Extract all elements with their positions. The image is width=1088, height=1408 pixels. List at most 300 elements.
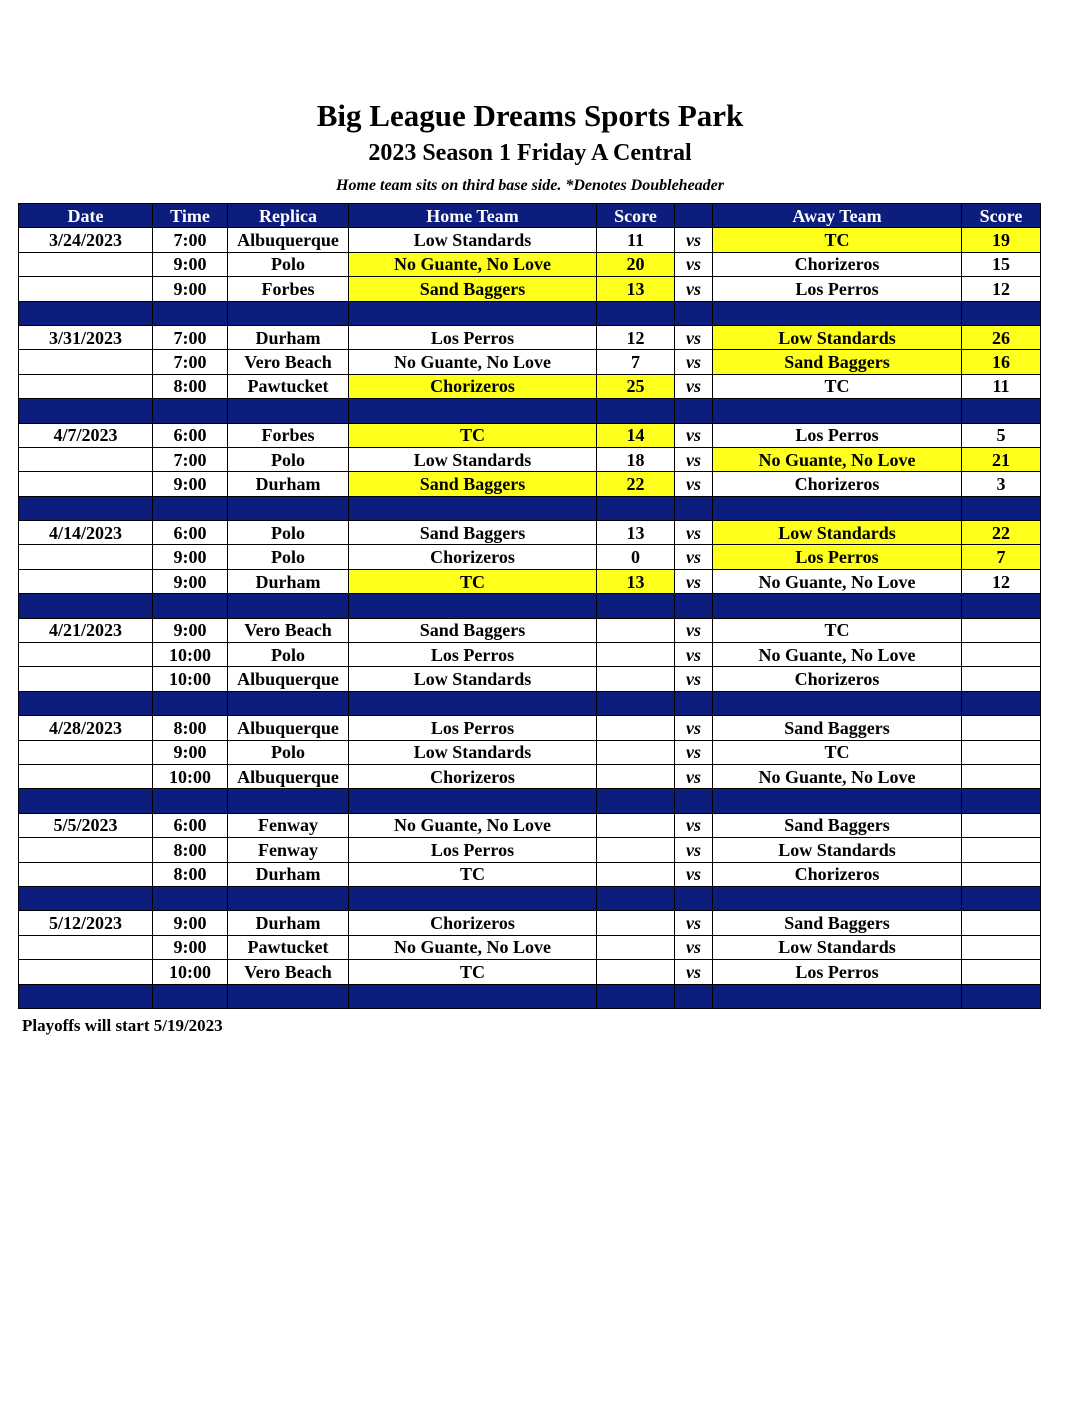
away-score: [962, 911, 1041, 935]
home-score: [597, 960, 675, 984]
game-row: [19, 813, 1041, 837]
separator-cell: [713, 789, 962, 813]
game-replica: Polo: [228, 521, 349, 545]
separator-cell: [19, 789, 153, 813]
game-row: [19, 374, 1041, 398]
home-score: 25: [597, 374, 675, 398]
playoffs-note: Playoffs will start 5/19/2023: [22, 1016, 223, 1035]
separator-cell: [962, 691, 1041, 715]
col-time: Time: [153, 204, 228, 228]
game-date: [19, 447, 153, 471]
separator-cell: [153, 399, 228, 423]
game-row: [19, 325, 1041, 349]
separator-cell: [349, 399, 597, 423]
away-team: TC: [713, 374, 962, 398]
home-team: TC: [349, 423, 597, 447]
away-team: Sand Baggers: [713, 350, 962, 374]
separator-cell: [597, 984, 675, 1008]
home-team: Chorizeros: [349, 374, 597, 398]
versus-label: vs: [675, 838, 713, 862]
separator-cell: [713, 691, 962, 715]
away-team: Los Perros: [713, 423, 962, 447]
home-team: Low Standards: [349, 447, 597, 471]
home-score: 0: [597, 545, 675, 569]
game-date: [19, 374, 153, 398]
game-time: 9:00: [153, 569, 228, 593]
game-replica: Durham: [228, 569, 349, 593]
away-score: [962, 716, 1041, 740]
home-score: 7: [597, 350, 675, 374]
game-date: [19, 643, 153, 667]
separator-cell: [349, 691, 597, 715]
home-team: Sand Baggers: [349, 277, 597, 301]
game-date: [19, 252, 153, 276]
game-row: [19, 716, 1041, 740]
home-team: Low Standards: [349, 228, 597, 252]
versus-label: vs: [675, 447, 713, 471]
game-replica: Polo: [228, 252, 349, 276]
game-time: 7:00: [153, 350, 228, 374]
game-date: 4/7/2023: [19, 423, 153, 447]
game-replica: Polo: [228, 545, 349, 569]
game-date: [19, 935, 153, 959]
game-time: 9:00: [153, 618, 228, 642]
away-score: 3: [962, 472, 1041, 496]
versus-label: vs: [675, 960, 713, 984]
game-time: 8:00: [153, 374, 228, 398]
game-time: 9:00: [153, 545, 228, 569]
game-row: [19, 447, 1041, 471]
away-team: Low Standards: [713, 521, 962, 545]
away-score: [962, 667, 1041, 691]
home-score: [597, 935, 675, 959]
home-team: No Guante, No Love: [349, 252, 597, 276]
home-score: 13: [597, 277, 675, 301]
col-vs: [675, 204, 713, 228]
game-date: [19, 667, 153, 691]
separator-cell: [597, 594, 675, 618]
separator-cell: [962, 399, 1041, 423]
home-score: [597, 667, 675, 691]
schedule-body: [19, 228, 1041, 1009]
col-date: Date: [19, 204, 153, 228]
game-time: 10:00: [153, 667, 228, 691]
away-team: No Guante, No Love: [713, 447, 962, 471]
home-score: [597, 740, 675, 764]
home-score: [597, 862, 675, 886]
game-replica: Durham: [228, 325, 349, 349]
away-score: [962, 862, 1041, 886]
away-team: TC: [713, 618, 962, 642]
separator-cell: [713, 886, 962, 910]
home-score: 11: [597, 228, 675, 252]
game-row: [19, 277, 1041, 301]
home-team: TC: [349, 960, 597, 984]
versus-label: vs: [675, 764, 713, 788]
versus-label: vs: [675, 643, 713, 667]
away-team: Los Perros: [713, 545, 962, 569]
separator-cell: [349, 301, 597, 325]
home-team: Low Standards: [349, 740, 597, 764]
away-team: No Guante, No Love: [713, 764, 962, 788]
separator-cell: [675, 886, 713, 910]
week-separator: [19, 301, 1041, 325]
game-row: [19, 569, 1041, 593]
away-team: Chorizeros: [713, 252, 962, 276]
home-score: 12: [597, 325, 675, 349]
away-team: Low Standards: [713, 838, 962, 862]
game-replica: Albuquerque: [228, 667, 349, 691]
separator-cell: [228, 399, 349, 423]
game-date: 4/21/2023: [19, 618, 153, 642]
game-date: 4/28/2023: [19, 716, 153, 740]
separator-cell: [962, 496, 1041, 520]
week-separator: [19, 496, 1041, 520]
away-team: Low Standards: [713, 325, 962, 349]
versus-label: vs: [675, 228, 713, 252]
away-score: 22: [962, 521, 1041, 545]
game-date: [19, 862, 153, 886]
game-replica: Polo: [228, 740, 349, 764]
separator-cell: [19, 691, 153, 715]
game-date: [19, 350, 153, 374]
separator-cell: [962, 886, 1041, 910]
home-score: 13: [597, 521, 675, 545]
versus-label: vs: [675, 813, 713, 837]
home-team: No Guante, No Love: [349, 935, 597, 959]
game-time: 9:00: [153, 472, 228, 496]
separator-cell: [349, 594, 597, 618]
separator-cell: [228, 691, 349, 715]
away-score: 7: [962, 545, 1041, 569]
game-replica: Durham: [228, 472, 349, 496]
versus-label: vs: [675, 716, 713, 740]
versus-label: vs: [675, 374, 713, 398]
home-score: [597, 838, 675, 862]
versus-label: vs: [675, 325, 713, 349]
away-team: Chorizeros: [713, 862, 962, 886]
game-row: [19, 667, 1041, 691]
home-team: TC: [349, 862, 597, 886]
away-score: 16: [962, 350, 1041, 374]
game-row: [19, 935, 1041, 959]
game-date: [19, 764, 153, 788]
game-time: 6:00: [153, 813, 228, 837]
home-team: Chorizeros: [349, 764, 597, 788]
game-time: 8:00: [153, 716, 228, 740]
game-time: 7:00: [153, 447, 228, 471]
versus-label: vs: [675, 423, 713, 447]
separator-cell: [675, 789, 713, 813]
away-score: [962, 764, 1041, 788]
home-team: Los Perros: [349, 716, 597, 740]
game-time: 10:00: [153, 764, 228, 788]
separator-cell: [713, 399, 962, 423]
page-note: Home team sits on third base side. *Denotes Doubleheader: [336, 177, 724, 194]
week-separator: [19, 984, 1041, 1008]
separator-cell: [597, 691, 675, 715]
game-replica: Fenway: [228, 838, 349, 862]
home-score: [597, 618, 675, 642]
home-team: Sand Baggers: [349, 472, 597, 496]
away-team: No Guante, No Love: [713, 569, 962, 593]
col-away-team: Away Team: [713, 204, 962, 228]
separator-cell: [228, 984, 349, 1008]
away-score: 12: [962, 569, 1041, 593]
away-team: Los Perros: [713, 277, 962, 301]
game-time: 10:00: [153, 960, 228, 984]
game-row: [19, 228, 1041, 252]
separator-cell: [713, 594, 962, 618]
game-date: 5/12/2023: [19, 911, 153, 935]
away-score: [962, 813, 1041, 837]
game-time: 9:00: [153, 935, 228, 959]
versus-label: vs: [675, 667, 713, 691]
home-team: Sand Baggers: [349, 618, 597, 642]
separator-cell: [675, 984, 713, 1008]
game-row: [19, 618, 1041, 642]
game-time: 6:00: [153, 423, 228, 447]
week-separator: [19, 789, 1041, 813]
game-time: 7:00: [153, 228, 228, 252]
home-score: [597, 716, 675, 740]
home-team: Chorizeros: [349, 545, 597, 569]
separator-cell: [713, 301, 962, 325]
separator-cell: [962, 594, 1041, 618]
game-row: [19, 350, 1041, 374]
separator-cell: [19, 594, 153, 618]
game-replica: Vero Beach: [228, 618, 349, 642]
separator-cell: [962, 789, 1041, 813]
game-replica: Polo: [228, 643, 349, 667]
game-replica: Albuquerque: [228, 764, 349, 788]
game-row: [19, 472, 1041, 496]
home-team: Los Perros: [349, 325, 597, 349]
versus-label: vs: [675, 472, 713, 496]
home-team: Los Perros: [349, 838, 597, 862]
versus-label: vs: [675, 911, 713, 935]
game-date: [19, 838, 153, 862]
week-separator: [19, 691, 1041, 715]
game-row: [19, 911, 1041, 935]
away-score: 26: [962, 325, 1041, 349]
separator-cell: [675, 691, 713, 715]
separator-cell: [153, 691, 228, 715]
game-replica: Vero Beach: [228, 350, 349, 374]
game-replica: Durham: [228, 911, 349, 935]
game-time: 10:00: [153, 643, 228, 667]
game-time: 9:00: [153, 911, 228, 935]
separator-cell: [153, 984, 228, 1008]
home-score: [597, 764, 675, 788]
home-score: 18: [597, 447, 675, 471]
away-score: [962, 643, 1041, 667]
separator-cell: [153, 886, 228, 910]
home-score: [597, 911, 675, 935]
versus-label: vs: [675, 862, 713, 886]
separator-cell: [597, 886, 675, 910]
versus-label: vs: [675, 521, 713, 545]
game-row: [19, 252, 1041, 276]
separator-cell: [19, 399, 153, 423]
game-row: [19, 643, 1041, 667]
separator-cell: [228, 594, 349, 618]
home-team: No Guante, No Love: [349, 350, 597, 374]
separator-cell: [153, 496, 228, 520]
game-time: 7:00: [153, 325, 228, 349]
separator-cell: [228, 496, 349, 520]
game-row: [19, 423, 1041, 447]
home-score: 20: [597, 252, 675, 276]
separator-cell: [962, 301, 1041, 325]
header-row: [19, 204, 1041, 228]
game-date: [19, 569, 153, 593]
separator-cell: [597, 789, 675, 813]
home-score: [597, 643, 675, 667]
home-team: Low Standards: [349, 667, 597, 691]
versus-label: vs: [675, 277, 713, 301]
game-replica: Fenway: [228, 813, 349, 837]
game-time: 9:00: [153, 740, 228, 764]
game-date: 3/24/2023: [19, 228, 153, 252]
separator-cell: [675, 301, 713, 325]
game-replica: Forbes: [228, 277, 349, 301]
versus-label: vs: [675, 545, 713, 569]
home-team: Los Perros: [349, 643, 597, 667]
game-date: [19, 472, 153, 496]
versus-label: vs: [675, 740, 713, 764]
home-team: TC: [349, 569, 597, 593]
away-score: 5: [962, 423, 1041, 447]
game-date: [19, 960, 153, 984]
col-home-team: Home Team: [349, 204, 597, 228]
away-score: [962, 838, 1041, 862]
separator-cell: [228, 886, 349, 910]
home-score: [597, 813, 675, 837]
separator-cell: [19, 496, 153, 520]
away-score: 12: [962, 277, 1041, 301]
game-row: [19, 740, 1041, 764]
home-team: Chorizeros: [349, 911, 597, 935]
separator-cell: [228, 301, 349, 325]
game-replica: Forbes: [228, 423, 349, 447]
game-row: [19, 545, 1041, 569]
away-score: [962, 618, 1041, 642]
game-date: 4/14/2023: [19, 521, 153, 545]
game-replica: Durham: [228, 862, 349, 886]
game-time: 9:00: [153, 277, 228, 301]
game-row: [19, 764, 1041, 788]
separator-cell: [962, 984, 1041, 1008]
away-score: 21: [962, 447, 1041, 471]
separator-cell: [597, 399, 675, 423]
separator-cell: [349, 789, 597, 813]
separator-cell: [153, 789, 228, 813]
separator-cell: [19, 886, 153, 910]
game-replica: Albuquerque: [228, 716, 349, 740]
col-away-score: Score: [962, 204, 1041, 228]
game-date: [19, 740, 153, 764]
col-home-score: Score: [597, 204, 675, 228]
separator-cell: [19, 984, 153, 1008]
separator-cell: [675, 496, 713, 520]
separator-cell: [19, 301, 153, 325]
away-score: [962, 740, 1041, 764]
game-time: 8:00: [153, 862, 228, 886]
away-team: Sand Baggers: [713, 813, 962, 837]
game-row: [19, 862, 1041, 886]
away-team: TC: [713, 740, 962, 764]
away-team: Chorizeros: [713, 667, 962, 691]
page-title: Big League Dreams Sports Park: [316, 98, 744, 133]
versus-label: vs: [675, 618, 713, 642]
game-time: 6:00: [153, 521, 228, 545]
home-score: 22: [597, 472, 675, 496]
separator-cell: [349, 886, 597, 910]
game-time: 8:00: [153, 838, 228, 862]
page-subtitle: 2023 Season 1 Friday A Central: [368, 140, 692, 166]
away-team: Low Standards: [713, 935, 962, 959]
away-team: No Guante, No Love: [713, 643, 962, 667]
separator-cell: [153, 594, 228, 618]
away-team: Los Perros: [713, 960, 962, 984]
away-team: Sand Baggers: [713, 911, 962, 935]
separator-cell: [228, 789, 349, 813]
away-score: [962, 935, 1041, 959]
separator-cell: [713, 984, 962, 1008]
home-team: No Guante, No Love: [349, 813, 597, 837]
away-score: 11: [962, 374, 1041, 398]
home-score: 14: [597, 423, 675, 447]
game-date: 3/31/2023: [19, 325, 153, 349]
separator-cell: [713, 496, 962, 520]
game-date: 5/5/2023: [19, 813, 153, 837]
separator-cell: [597, 496, 675, 520]
versus-label: vs: [675, 350, 713, 374]
game-date: [19, 545, 153, 569]
home-team: Sand Baggers: [349, 521, 597, 545]
separator-cell: [675, 594, 713, 618]
game-replica: Vero Beach: [228, 960, 349, 984]
separator-cell: [349, 984, 597, 1008]
game-time: 9:00: [153, 252, 228, 276]
home-score: 13: [597, 569, 675, 593]
week-separator: [19, 886, 1041, 910]
away-score: [962, 960, 1041, 984]
game-row: [19, 521, 1041, 545]
away-team: Sand Baggers: [713, 716, 962, 740]
away-score: 19: [962, 228, 1041, 252]
versus-label: vs: [675, 935, 713, 959]
game-replica: Pawtucket: [228, 374, 349, 398]
separator-cell: [597, 301, 675, 325]
separator-cell: [153, 301, 228, 325]
separator-cell: [675, 399, 713, 423]
game-row: [19, 838, 1041, 862]
game-replica: Albuquerque: [228, 228, 349, 252]
game-date: [19, 277, 153, 301]
week-separator: [19, 594, 1041, 618]
game-row: [19, 960, 1041, 984]
schedule-table: [18, 203, 1041, 1009]
separator-cell: [349, 496, 597, 520]
game-replica: Pawtucket: [228, 935, 349, 959]
col-replica: Replica: [228, 204, 349, 228]
week-separator: [19, 399, 1041, 423]
versus-label: vs: [675, 569, 713, 593]
versus-label: vs: [675, 252, 713, 276]
away-team: Chorizeros: [713, 472, 962, 496]
